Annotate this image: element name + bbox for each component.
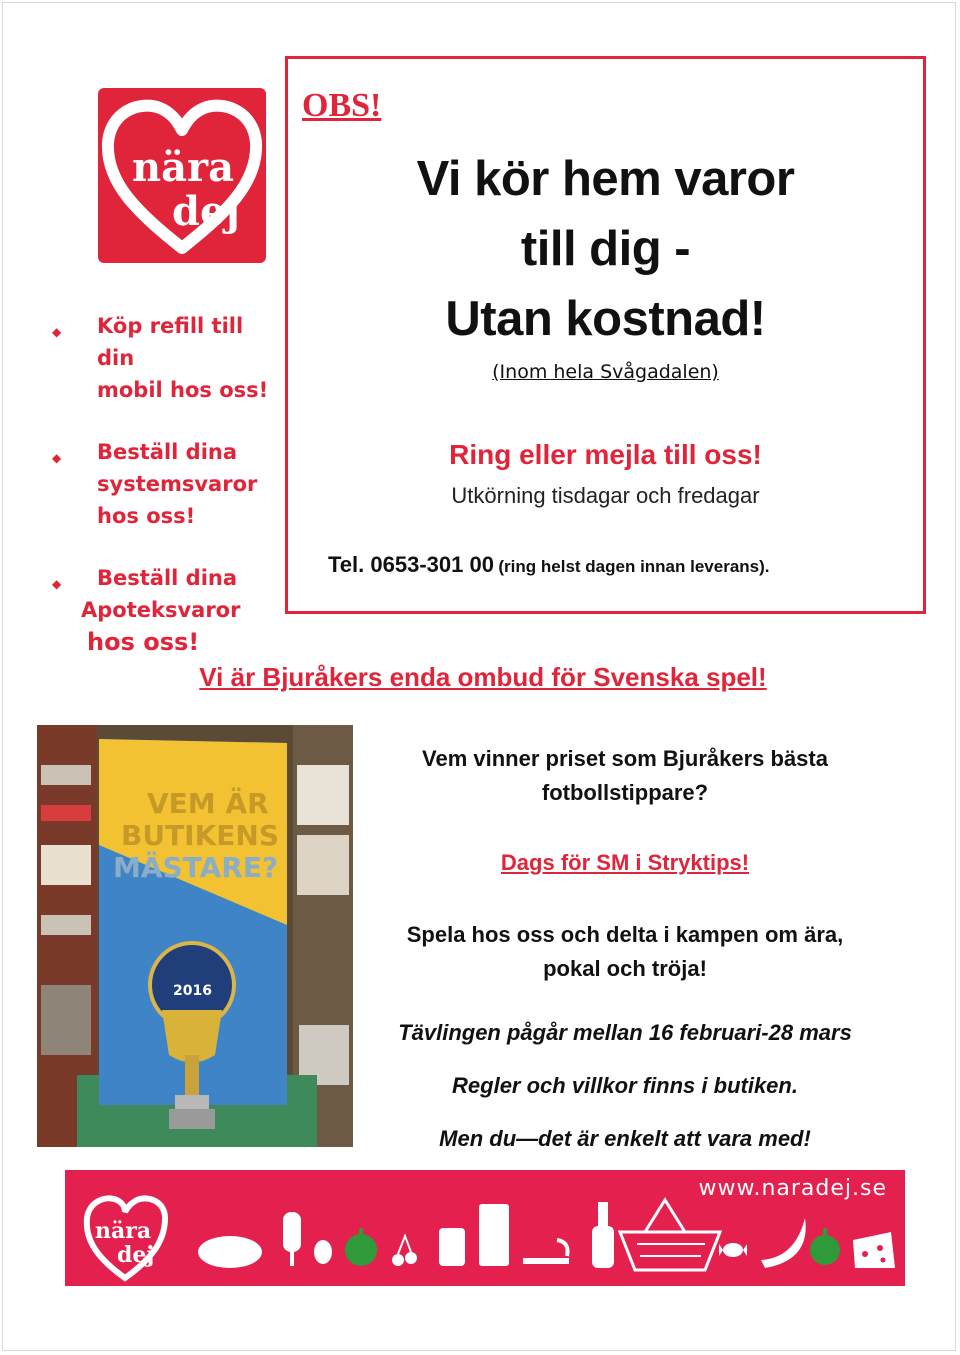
basket-icon [620,1200,720,1270]
footer-banner [65,1170,905,1286]
bullet-text: mobil hos oss! [97,378,269,402]
headline-line: Vi kör hem varor [416,152,795,206]
can-icon [439,1228,465,1266]
list-item [52,436,282,532]
bottle-icon [592,1202,614,1268]
list-item [52,562,282,658]
svenska-spel-heading: Vi är Bjuråkers enda ombud för Svenska spel! [199,662,767,692]
diamond-bullet-icon: ◆ [52,451,62,465]
period-text [360,1020,890,1046]
contest-rules: Regler och villkor finns i butiken. [452,1073,798,1098]
area-note: (Inom hela Svågadalen) [492,361,719,383]
apple-icon [345,1228,377,1266]
egg-icon [314,1240,332,1264]
phone-line [328,552,770,578]
phone-number: Tel. 0653-301 00 [328,552,494,577]
bullet-text: hos oss! [97,504,196,528]
diamond-bullet-icon: ◆ [52,325,62,339]
bullet-text: Beställ dina [97,440,238,464]
trophy-photo [37,725,353,1147]
rules-text [360,1073,890,1099]
cherries-icon [392,1236,417,1266]
obs-label: OBS! [302,87,382,124]
footer-logo-word-1: nära [95,1218,152,1244]
photo-year: 2016 [173,983,212,999]
bullet-text: hos oss! [87,628,200,656]
play-text [360,918,890,986]
website-url: www.naradej.se [698,1176,887,1201]
play-line: pokal och tröja! [543,956,707,981]
delivery-notice-box [285,56,926,614]
headline-line: till dig - [520,222,691,276]
sm-stryktips-heading: Dags för SM i Stryktips! [500,850,750,875]
question-line: fotbollstippare? [541,780,709,805]
contest-period: Tävlingen pågår mellan 16 februari-28 mars [398,1020,852,1045]
apple-icon [810,1228,840,1265]
footer-logo [87,1198,165,1278]
question-line: Vem vinner priset som Bjuråkers bästa [422,746,828,771]
bullet-text: Apoteksvaror [81,598,241,622]
logo-word-2: dej [172,188,240,235]
headline-line: Utan kostnad! [445,292,766,346]
footer-logo-word-2: dej [117,1242,155,1268]
bread-icon [198,1236,262,1268]
delivery-days: Utkörning tisdagar och fredagar [451,483,760,508]
play-line: Spela hos oss och delta i kampen om ära, [406,922,844,947]
photo-banner-text: MÄSTARE? [113,851,279,884]
carton-icon [479,1204,509,1266]
bullet-text: Beställ dina [97,566,238,590]
contest-easy: Men du—det är enkelt att vara med! [439,1126,811,1151]
sweet-icon [719,1243,747,1257]
diamond-bullet-icon: ◆ [52,577,62,591]
list-item [52,310,282,406]
ice-cream-icon [283,1212,301,1266]
call-to-action: Ring eller mejla till oss! [449,439,762,470]
cheese-icon [853,1232,895,1268]
bullet-text: Köp refill till din [97,314,244,370]
sm-heading [360,850,890,876]
phone-note: (ring helst dagen innan leverans). [498,557,770,576]
logo-word-1: nära [132,144,234,191]
candy-icon [523,1240,569,1264]
nara-dej-logo [98,88,266,263]
contest-question [360,742,890,810]
easy-text [360,1126,890,1152]
service-list [52,310,282,688]
photo-banner-text: VEM ÄR [147,787,269,820]
banana-icon [761,1218,806,1268]
bullet-text: systemsvaror [97,472,258,496]
photo-banner-text: BUTIKENS [121,819,280,852]
